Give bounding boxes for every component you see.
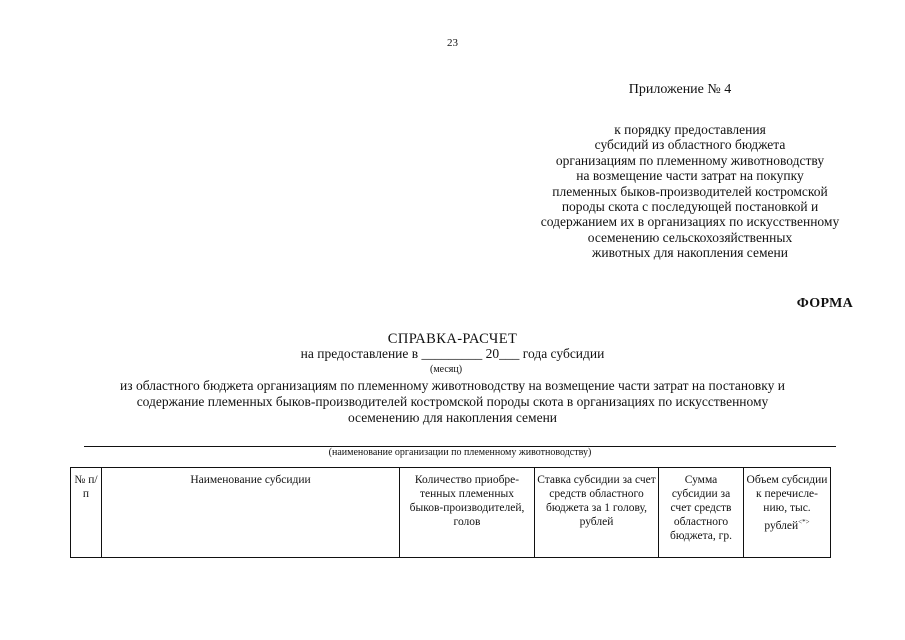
- subsidy-table: [70, 467, 831, 558]
- purpose-text: [60, 378, 845, 426]
- table-header-row: [71, 468, 831, 558]
- table-header-cell: № п/п: [71, 468, 102, 558]
- purpose-line: из областного бюджета организациям по племенному животноводству на возмещение части затрат на постановку и: [120, 378, 785, 393]
- order-line: племенных быков-производителей костромской: [552, 183, 828, 199]
- purpose-line: содержание племенных быков-производителей костромской породы скота в организациях по искусственному: [136, 394, 769, 409]
- footnote-mark: <*>: [798, 518, 810, 526]
- table-header-cell: Наименование субсидии: [102, 468, 400, 558]
- document-subtitle: на предоставление в _________ 20___ года субсидии: [300, 346, 605, 361]
- order-line: осеменению сельскохозяйственных: [587, 229, 793, 245]
- table-header-cell: [744, 468, 831, 558]
- order-line: породы скота с последующей постановкой и: [561, 199, 819, 215]
- order-line: к порядку предоставления: [614, 122, 766, 137]
- order-line: организациям по племенному животноводству: [555, 152, 825, 168]
- appendix-title: Приложение № 4: [628, 82, 732, 97]
- purpose-line: осеменению для накопления семени: [347, 410, 558, 425]
- form-label: ФОРМА: [796, 296, 853, 311]
- document-title: СПРАВКА-РАСЧЕТ: [387, 331, 518, 347]
- table-header-cell: Ставка субсидии за счет средств областного бюджета за 1 голову, рублей: [535, 468, 659, 558]
- month-hint: (месяц): [430, 364, 463, 375]
- order-line: субсидий из областного бюджета: [594, 137, 786, 153]
- order-reference: [480, 122, 900, 261]
- order-line: на возмещение части затрат на покупку: [576, 168, 804, 184]
- table-header-cell: Сумма субсидии за счет средств областного бюджета, гр.: [659, 468, 744, 558]
- organization-name-hint: (наименование организации по племенному животноводству): [328, 447, 592, 458]
- table-header-cell: Количество приобре-тенных племенных быков-производителей, голов: [400, 468, 535, 558]
- page-number: 23: [447, 37, 458, 49]
- order-line: животных для накопления семени: [592, 245, 788, 261]
- header-text: Объем субсидии к перечисле-нию, тыс. рублей: [746, 474, 828, 532]
- order-line: содержанием их в организациях по искусственному: [540, 214, 840, 230]
